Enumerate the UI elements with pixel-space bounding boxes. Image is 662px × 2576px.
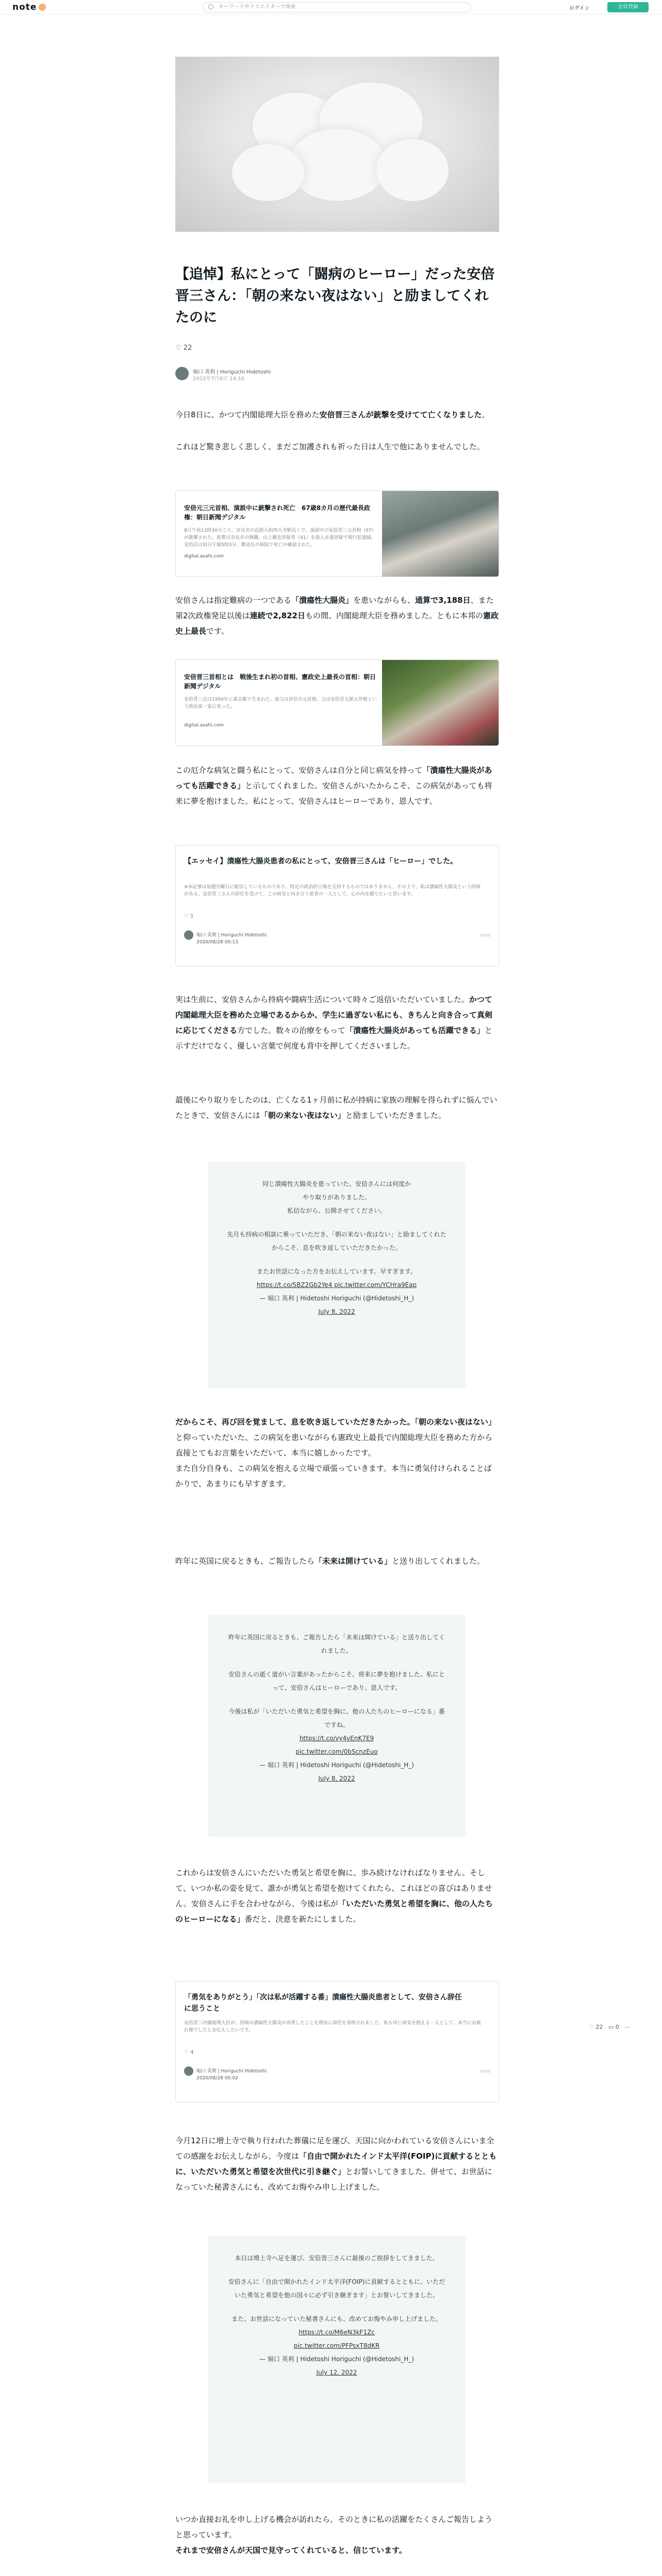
paragraph (175, 1865, 499, 1927)
side-like-count: 22 (595, 2024, 603, 2030)
text: 、また第2次政権発足以後は (175, 596, 494, 620)
side-comment-count: 0 (615, 2024, 619, 2030)
link-card-asahi-1[interactable] (175, 490, 499, 577)
tweet-line: やり取りがありました。 (302, 1194, 371, 1201)
paragraph (175, 407, 499, 422)
text-bold: 「朝の来ない夜はない」 (260, 1111, 345, 1120)
site-header (0, 0, 662, 14)
card-date: 2020/08/28 00:02 (196, 2076, 238, 2081)
avatar (184, 930, 193, 940)
text-bold: 「いただいた勇気と希望を胸に、他の人たちのヒーローになる」 (175, 1899, 493, 1924)
search-placeholder: キーワードやクリエイターで検索 (219, 4, 296, 10)
link-card-asahi-2[interactable] (175, 659, 499, 746)
paragraph (175, 2133, 499, 2195)
login-link[interactable]: ログイン (569, 6, 590, 11)
text: とお誓いしてきました。併せて、お世話になっていた秘書さんにも、改めてお悔やみ申し上げました。 (175, 2167, 492, 2192)
tweet-line: 安倍さんの逝く道がい言葉があったからこそ、将来に夢を抱けました。私にとって、安倍さんはヒーローであり、恩人です。 (228, 1671, 445, 1691)
tweet-author: — 堀口 英利 | Hidetoshi Horiguchi (@Hidetoshi_H_) (259, 1295, 414, 1302)
paragraph (175, 592, 499, 639)
tweet-line: 昨年に英国に戻るときも、ご報告したら「未来は開けている」と送り出してくれました。 (228, 1634, 445, 1654)
text-bold: 「未来は開けている」 (315, 1556, 392, 1566)
note-logo[interactable] (12, 2, 46, 12)
logo-mascot-icon (39, 4, 46, 11)
text-bold: 憲政史上最長 (175, 611, 499, 636)
tweet-media-link[interactable]: pic.twitter.com/0bScnzEuo (295, 1748, 378, 1755)
hero-image-white-flowers (175, 57, 499, 232)
publish-date: 2022年7月8日 14:16 (193, 376, 245, 382)
text: 安倍さんは指定難病の一つである (175, 596, 292, 605)
paragraph: これほど驚き悲しく悲しく、まだご加護されも祈った日は人生で他にありませんでした。 (175, 442, 485, 451)
card-title: 「勇気をありがとう」「次は私が活躍する番」潰瘍性大腸炎患者として、安倍さん辞任に思うこと (184, 1993, 462, 2013)
like-count: 22 (183, 344, 192, 352)
embedded-tweet-2[interactable] (208, 1615, 466, 1837)
paragraph (175, 1414, 499, 1492)
text-bold: かつて内閣総理大臣を務めた立場であるからか、学生に過ぎない私にも、きちんと向き合って真剣に応じてくださる (175, 995, 493, 1035)
text: 方でした。数々の治療をもって (237, 1026, 346, 1035)
text-bold: 「潰瘍性大腸炎」 (291, 596, 354, 605)
card-like-count: ♡ 4 (184, 2049, 194, 2055)
tweet-line: 本日は増上寺へ足を運び、安倍晋三さんに最後のご挨拶をしてきました。 (235, 2255, 439, 2262)
text: 実は生前に、安倍さんから持病や闘病生活について時々ご返信いただいていました。 (175, 995, 469, 1004)
text-bold: 通算で3,188日 (415, 596, 471, 605)
tweet-line: また、お世話になっていた秘書さんにも、改めてお悔やみ申し上げました。 (231, 2315, 442, 2323)
tweet-line: 今後は私が「いただいた勇気と希望を胸に、他の人たちのヒーローになる」番ですね。 (228, 1708, 445, 1728)
text-bold: それまで安倍さんが天国で見守ってくれていると、信じています。 (175, 2546, 407, 2555)
note-label: note (479, 2069, 490, 2074)
tweet-date-link[interactable]: July 8, 2022 (318, 1775, 355, 1782)
card-likes: 4 (190, 2049, 194, 2055)
text: この厄介な病気と闘う私にとって、安倍さんは自分と同じ病気を持って (175, 766, 423, 775)
card-author-name: 堀口 英利 | Horiguchi Hidetoshi (196, 933, 267, 938)
text-bold: 安倍晋三さんが銃撃を受けてて亡くなりました (319, 410, 482, 419)
logo-text: note (12, 2, 37, 12)
top-like-count[interactable] (175, 344, 499, 352)
note-label: note (479, 933, 490, 938)
card-title: 安倍晋三首相とは 戦後生まれ初の首相、憲政史上最長の首相：朝日新聞デジタル (184, 673, 376, 690)
card-author-name: 堀口 英利 | Horiguchi Hidetoshi (196, 2069, 267, 2074)
card-likes: 1 (190, 913, 194, 919)
text-bold: 「潰瘍性大腸炎があっても活躍できる」 (175, 766, 492, 790)
text-bold: 「自由で開かれたインド太平洋(FOIP)に貢献するとともに、いただいた勇気と希望を次世代に引き継ぐ」 (175, 2151, 497, 2176)
tweet-date-link[interactable]: July 8, 2022 (318, 1308, 355, 1315)
text-bold: 「朝の来ない夜はない」 (415, 1417, 496, 1427)
text-bold: だからこそ、再び回を覚まして、息を吹き返していただきたかった。 (175, 1417, 415, 1427)
card-date: 2020/08/28 00:13 (196, 940, 238, 945)
tweet-line: またお世話になった方をお伝えしています。早すぎます。 (256, 1268, 417, 1275)
text: もの間、内閣総理大臣を務めました。ともに本邦の (305, 611, 484, 620)
text: です。 (206, 626, 229, 636)
text: と仰っていただいた、この病気を患いながらも憲政史上最長で内閣総理大臣を務めた方から直接とてもお言葉をいただいて、本当に嬉しかったです。 (175, 1433, 493, 1458)
avatar (184, 2066, 193, 2076)
search-icon (208, 4, 213, 9)
heart-icon[interactable]: ♡ (589, 2024, 594, 2030)
tweet-date-link[interactable]: July 12, 2022 (316, 2369, 357, 2376)
text: 最後にやり取りをしたのは、亡くなる1ヶ月前に私が持病に家族の理解を得られずに悩んでいたときで、安倍さんには (175, 1095, 498, 1120)
more-icon[interactable]: ⋯ (624, 2024, 631, 2030)
floating-actions (589, 2024, 630, 2030)
text: と励ましていただきました。 (345, 1111, 446, 1120)
tweet-media-link[interactable]: pic.twitter.com/PFPsxT8dKR (293, 2342, 380, 2349)
card-author (184, 930, 267, 945)
text-bold: 連続で2,822日 (250, 611, 305, 620)
text: と送り出してくれました。 (392, 1556, 485, 1566)
card-description: ※本記事は毎週月曜日に配信しているものであり、特定の政治的立場を支持するものではありません。その上で、私は潰瘍性大腸炎という持病がある。安倍晋三さんの辞任を受けて、この病気と向き合う患者の一人として、心の内を綴りたいと思います。 (184, 885, 481, 897)
tweet-author: — 堀口 英利 | Hidetoshi Horiguchi (@Hidetoshi_H_) (259, 1761, 414, 1769)
card-description: 安倍晋三内閣総理大臣が、持病の潰瘍性大腸炎が再発したことを理由に辞任を表明されました。私も同じ病気を抱える一人として、本当にお疲れ様でしたとお伝えしたいです。 (184, 2021, 481, 2033)
card-description: 安倍晋三氏は1954年に東京都で生まれた。祖父は岸信介元首相、父は安倍晋太郎元外相という政治家一家に育った。 (184, 697, 377, 709)
tweet-line: 先月も持病の相談に乗っていただき、「朝の来ない夜はない」と励ましてくれたからこそ、息を吹き返していただきたかった。 (227, 1231, 446, 1251)
embedded-tweet-3[interactable] (208, 2236, 466, 2483)
paragraph (175, 2512, 499, 2558)
note-embed-card-2[interactable] (175, 1981, 499, 2103)
note-embed-card-1[interactable] (175, 845, 499, 967)
embedded-tweet-1[interactable] (208, 1162, 466, 1388)
paragraph (175, 992, 499, 1054)
avatar[interactable] (175, 367, 189, 380)
paragraph (175, 1092, 499, 1123)
text: を患いながらも、 (353, 596, 416, 605)
text: 昨年に英国に戻るときも、ご報告したら (175, 1556, 315, 1566)
text: と示してくれました。安倍さんがいたからこそ、この病気があっても将来に夢を抱けました。私にとって、安倍さんはヒーローであり、恩人です。 (175, 781, 492, 806)
card-thumbnail-image (382, 660, 499, 745)
text: と示すだけでなく、優しい言葉で何度も背中を押してくださいました。 (175, 1026, 492, 1050)
text: 今日8日に、かつて内閣総理大臣を務めた (175, 410, 320, 419)
text-bold: 「潰瘍性大腸炎があっても活躍できる」 (345, 1026, 485, 1035)
author-name[interactable]: 堀口 英利 | Horiguchi Hidetoshi (193, 369, 271, 375)
text: また自分自身も、この病気を抱える立場で頑張っていきます。本当に勇気付けられることばかりで、あまりにも早すぎます。 (175, 1464, 492, 1488)
search-input[interactable] (203, 2, 471, 12)
card-title: 安倍元三元首相、演説中に銃撃され死亡 67歳8カ月の歴代最長政権：朝日新聞デジタル (184, 504, 371, 521)
card-description: 8日午前11時30分ごろ、奈良市の近鉄大和西大寺駅近くで、演説中の安倍晋三元首相（67）が銃撃された。県警は奈良市の無職、山上徹也容疑者（41）を殺人未遂容疑で現行犯逮捕。安倍氏は同日午後5時3分、搬送先の病院で死亡が確認された。 (184, 528, 376, 548)
tweet-line: 私信ながら、公開させてください。 (287, 1207, 386, 1214)
card-like-count: ♡ 1 (184, 913, 194, 919)
tweet-link[interactable]: https://t.co/M6eN3kF1Zc (299, 2329, 375, 2336)
tweet-author: — 堀口 英利 | Hidetoshi Horiguchi (@Hidetoshi_H_) (259, 2355, 414, 2363)
author-byline[interactable] (175, 367, 499, 381)
text: これからは安倍さんにいただいた勇気と希望を胸に、歩み続けなければなりません。そして、いつか私の姿を見て、誰かが勇気と希望を抱けてくれたら、これほどの喜びはありません。安倍さんに手を合わせながら、今後は私が (175, 1868, 492, 1908)
card-thumbnail-image (382, 491, 499, 577)
text: 番だと、決意を新たにしました。 (244, 1914, 361, 1924)
article-title: 【追悼】私にとって「闘病のヒーロー」だった安倍晋三さん：「朝の来ない夜はない」と励ましてくれたのに (175, 266, 495, 326)
card-url: digital.asahi.com (184, 723, 224, 728)
text: いつか直接お礼を申し上げる機会が訪れたら、そのときに私の活躍をたくさんご報告しようと思っています。 (175, 2515, 493, 2539)
paragraph (175, 1553, 499, 1569)
text: 。 (482, 410, 490, 419)
tweet-line: 安倍さんに「自由で開かれたインド太平洋(FOIP)に貢献するとともに、いただいた勇気と希望を他の国々に必ず引き継ぎます」とお誓いしてきました。 (228, 2278, 445, 2299)
card-title: 【エッセイ】潰瘍性大腸炎患者の私にとって、安倍晋三さんは「ヒーロー」でした。 (184, 857, 458, 866)
signup-button[interactable]: 会員登録 (607, 2, 649, 12)
tweet-link[interactable]: https://t.co/vy4vEnK7E9 (299, 1735, 374, 1742)
card-url: digital.asahi.com (184, 554, 224, 559)
comment-icon[interactable]: ▭ (608, 2024, 614, 2030)
card-author (184, 2066, 267, 2081)
tweet-line: 同じ潰瘍性大腸炎を患っていた、安倍さんには何度か (262, 1180, 411, 1188)
paragraph (175, 762, 499, 809)
tweet-link[interactable]: https://t.co/5BZ2Gb2Ye4 pic.twitter.com/YCHra9Eap (256, 1281, 417, 1289)
heart-icon: ♡ (175, 344, 181, 352)
text: 今月12日に増上寺で執り行われた葬儀に足を運び、天国に向かわれている安倍さんにいま全ての感謝をお伝えしながら、今度は (175, 2136, 494, 2161)
